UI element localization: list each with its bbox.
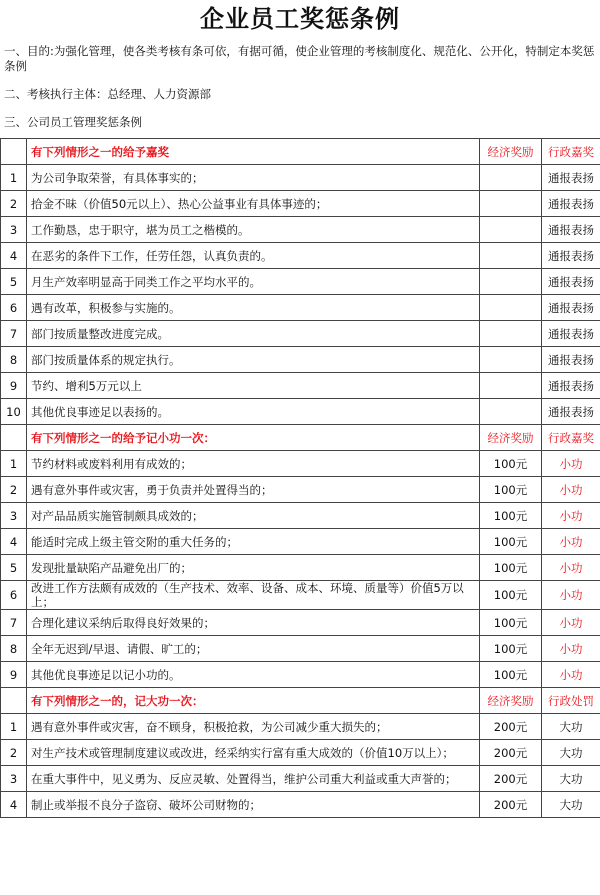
row-description: 对生产技术或管理制度建议或改进，经采纳实行富有重大成效的（价值10万以上）；	[27, 740, 480, 766]
economic-reward	[480, 269, 542, 295]
row-description: 其他优良事迹足以表扬的。	[27, 399, 480, 425]
row-number: 7	[1, 610, 27, 636]
number-header-cell	[1, 688, 27, 714]
economic-reward: 100元	[480, 662, 542, 688]
table-row	[1, 451, 600, 477]
table-row	[1, 243, 600, 269]
row-description: 发现批量缺陷产品避免出厂的；	[27, 555, 480, 581]
row-description: 制止或举报不良分子盗窃、破坏公司财物的；	[27, 792, 480, 818]
administrative-reward: 大功	[542, 792, 600, 818]
table-row	[1, 610, 600, 636]
administrative-reward: 小功	[542, 451, 600, 477]
table-row	[1, 165, 600, 191]
economic-reward	[480, 217, 542, 243]
row-number: 1	[1, 451, 27, 477]
economic-reward: 100元	[480, 503, 542, 529]
row-description: 在恶劣的条件下工作，任劳任怨，认真负责的。	[27, 243, 480, 269]
table-row	[1, 529, 600, 555]
row-description: 月生产效率明显高于同类工作之平均水平的。	[27, 269, 480, 295]
economic-reward: 100元	[480, 477, 542, 503]
administrative-reward: 大功	[542, 740, 600, 766]
row-number: 3	[1, 217, 27, 243]
economic-reward: 100元	[480, 529, 542, 555]
economic-reward-header: 经济奖励	[480, 425, 542, 451]
row-description: 节约材料或废料利用有成效的；	[27, 451, 480, 477]
administrative-reward: 通报表扬	[542, 321, 600, 347]
administrative-reward: 小功	[542, 662, 600, 688]
economic-reward: 200元	[480, 766, 542, 792]
table-row	[1, 766, 600, 792]
row-number: 4	[1, 792, 27, 818]
table-row	[1, 191, 600, 217]
administrative-reward: 大功	[542, 714, 600, 740]
row-number: 8	[1, 636, 27, 662]
row-number: 1	[1, 714, 27, 740]
table-row	[1, 555, 600, 581]
economic-reward: 100元	[480, 451, 542, 477]
economic-reward	[480, 373, 542, 399]
row-number: 2	[1, 740, 27, 766]
economic-reward	[480, 295, 542, 321]
row-number: 2	[1, 477, 27, 503]
row-number: 4	[1, 243, 27, 269]
table-row	[1, 503, 600, 529]
executor-paragraph: 二、考核执行主体：总经理、人力资源部	[4, 87, 211, 101]
row-number: 9	[1, 662, 27, 688]
table-row	[1, 217, 600, 243]
table-row	[1, 347, 600, 373]
row-number: 8	[1, 347, 27, 373]
administrative-reward-header: 行政嘉奖	[542, 139, 600, 165]
economic-reward	[480, 243, 542, 269]
administrative-reward: 通报表扬	[542, 165, 600, 191]
table-row	[1, 636, 600, 662]
economic-reward	[480, 321, 542, 347]
administrative-reward: 小功	[542, 636, 600, 662]
economic-reward: 100元	[480, 636, 542, 662]
economic-reward: 200元	[480, 714, 542, 740]
administrative-reward: 通报表扬	[542, 191, 600, 217]
economic-reward	[480, 347, 542, 373]
administrative-reward: 小功	[542, 555, 600, 581]
economic-reward: 200元	[480, 792, 542, 818]
row-description: 在重大事件中，见义勇为、反应灵敏、处置得当，维护公司重大利益或重大声誉的；	[27, 766, 480, 792]
table-row	[1, 373, 600, 399]
row-number: 5	[1, 555, 27, 581]
purpose-paragraph: 一、目的:为强化管理，使各类考核有条可依，有据可循，使企业管理的考核制度化、规范化、公开化，特制定本奖惩条例	[4, 44, 595, 73]
administrative-reward: 通报表扬	[542, 269, 600, 295]
number-header-cell	[1, 425, 27, 451]
table-row	[1, 714, 600, 740]
administrative-reward-header: 行政嘉奖	[542, 425, 600, 451]
row-number: 5	[1, 269, 27, 295]
economic-reward	[480, 191, 542, 217]
row-number: 10	[1, 399, 27, 425]
administrative-reward: 小功	[542, 503, 600, 529]
number-header-cell	[1, 139, 27, 165]
row-description: 遇有改革，积极参与实施的。	[27, 295, 480, 321]
section-heading: 有下列情形之一的，记大功一次：	[27, 688, 480, 714]
administrative-reward: 通报表扬	[542, 347, 600, 373]
economic-reward: 100元	[480, 610, 542, 636]
row-number: 6	[1, 295, 27, 321]
administrative-reward: 大功	[542, 766, 600, 792]
row-description: 能适时完成上级主管交附的重大任务的；	[27, 529, 480, 555]
row-description: 改进工作方法颇有成效的（生产技术、效率、设备、成本、环境、质量等）价值5万以上；	[27, 581, 480, 610]
row-number: 1	[1, 165, 27, 191]
section-header-row	[1, 688, 600, 714]
table-row	[1, 792, 600, 818]
table-row	[1, 662, 600, 688]
administrative-reward: 小功	[542, 477, 600, 503]
table-row	[1, 581, 600, 610]
administrative-reward: 通报表扬	[542, 399, 600, 425]
administrative-reward: 小功	[542, 581, 600, 610]
row-description: 为公司争取荣誉，有具体事实的；	[27, 165, 480, 191]
row-number: 3	[1, 766, 27, 792]
row-description: 部门按质量整改进度完成。	[27, 321, 480, 347]
economic-reward: 200元	[480, 740, 542, 766]
table-row	[1, 321, 600, 347]
section-header-row	[1, 425, 600, 451]
administrative-reward: 通报表扬	[542, 217, 600, 243]
row-description: 遇有意外事件或灾害，奋不顾身，积极抢救，为公司减少重大损失的；	[27, 714, 480, 740]
administrative-reward: 通报表扬	[542, 243, 600, 269]
section-heading: 有下列情形之一的给予嘉奖	[27, 139, 480, 165]
page-title: 企业员工奖惩条例	[200, 5, 400, 33]
rewards-table	[0, 138, 600, 818]
row-number: 9	[1, 373, 27, 399]
economic-reward: 100元	[480, 581, 542, 610]
economic-reward	[480, 165, 542, 191]
table-row	[1, 477, 600, 503]
row-description: 拾金不昧（价值50元以上）、热心公益事业有具体事迹的；	[27, 191, 480, 217]
row-number: 2	[1, 191, 27, 217]
section-heading: 有下列情形之一的给予记小功一次：	[27, 425, 480, 451]
economic-reward	[480, 399, 542, 425]
row-number: 4	[1, 529, 27, 555]
row-description: 其他优良事迹足以记小功的。	[27, 662, 480, 688]
table-row	[1, 269, 600, 295]
table-row	[1, 740, 600, 766]
economic-reward-header: 经济奖励	[480, 139, 542, 165]
economic-reward: 100元	[480, 555, 542, 581]
row-description: 对产品品质实施管制颇具成效的；	[27, 503, 480, 529]
row-description: 遇有意外事件或灾害，勇于负责并处置得当的；	[27, 477, 480, 503]
row-description: 部门按质量体系的规定执行。	[27, 347, 480, 373]
administrative-reward: 通报表扬	[542, 373, 600, 399]
administrative-reward: 通报表扬	[542, 295, 600, 321]
administrative-reward-header: 行政处罚	[542, 688, 600, 714]
row-number: 7	[1, 321, 27, 347]
section-title: 三、公司员工管理奖惩条例	[4, 115, 142, 129]
row-description: 全年无迟到/早退、请假、旷工的；	[27, 636, 480, 662]
economic-reward-header: 经济奖励	[480, 688, 542, 714]
table-row	[1, 399, 600, 425]
row-description: 合理化建议采纳后取得良好效果的；	[27, 610, 480, 636]
administrative-reward: 小功	[542, 610, 600, 636]
section-header-row	[1, 139, 600, 165]
row-description: 工作勤恳，忠于职守，堪为员工之楷模的。	[27, 217, 480, 243]
row-description: 节约、增利5万元以上	[27, 373, 480, 399]
administrative-reward: 小功	[542, 529, 600, 555]
row-number: 6	[1, 581, 27, 610]
table-row	[1, 295, 600, 321]
row-number: 3	[1, 503, 27, 529]
